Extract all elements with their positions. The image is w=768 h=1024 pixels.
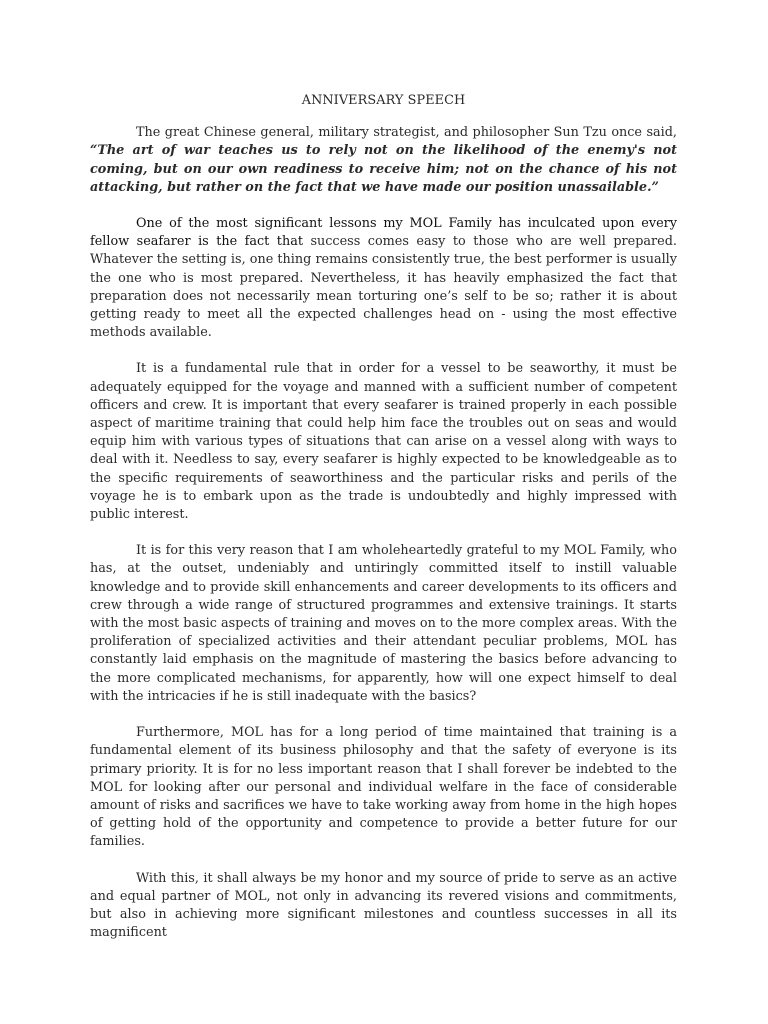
document-title: ANNIVERSARY SPEECH bbox=[301, 93, 466, 108]
paragraph-1 bbox=[90, 124, 677, 197]
document-body bbox=[90, 92, 677, 960]
paragraph-2 bbox=[90, 215, 677, 342]
paragraph-4: It is for this very reason that I am wholeheartedly grateful to my MOL Family, who has, at the outset, undeniably and untiringly committed itself to instill valuable knowledge and to provide skill enhancements and career developments to its officers and crew through a wide range of structured programmes and extensive trainings. It starts with the most basic aspects of training and moves on to the more complex areas. With the proliferation of specialized activities and their attendant peculiar problems, MOL has constantly laid emphasis on the magnitude of mastering the basics before advancing to the more complicated mechanisms, for apparently, how will one expect himself to deal with the intricacies if he is still inadequate with the basics? bbox=[90, 543, 677, 704]
paragraph-6: With this, it shall always be my honor and my source of pride to serve as an active and equal partner of MOL, not only in advancing its revered visions and commitments, but also in achieving more significant milestones and countless successes in all its magnificent bbox=[90, 870, 677, 941]
sun-tzu-quote: “The art of war teaches us to rely not on the likelihood of the enemy's not coming, but on our own readiness to receive him; not on the chance of his not attacking, but rather on the fact that we have made our position unassailable.” bbox=[90, 143, 677, 195]
paragraph-3: It is a fundamental rule that in order for a vessel to be seaworthy, it must be adequately equipped for the voyage and manned with a sufficient number of competent officers and crew. It is important that every seafarer is trained properly in each possible aspect of maritime training that could help him face the troubles out on seas and would equip him with various types of situations that can arise on a vessel along with ways to deal with it. Needless to say, every seafarer is highly expected to be knowledgeable as to the specific requirements of seaworthiness and the particular risks and perils of the voyage he is to embark upon as the trade is undoubtedly and highly impressed with public interest. bbox=[90, 361, 677, 523]
paragraph-5: Furthermore, MOL has for a long period of time maintained that training is a fundamental element of its business philosophy and that the safety of everyone is its primary priority. It is for no less important reason that I shall forever be indebted to the MOL for looking after our personal and individual welfare in the face of considerable amount of risks and sacrifices we have to take working away from home in the high hopes of getting hold of the opportunity and competence to provide a better future for our families. bbox=[90, 725, 677, 850]
paragraph-2-lead: One of the most significant lessons my MOL Family has inculcated upon every fellow seafarer is the fact that bbox=[90, 216, 677, 250]
paragraph-1-intro: The great Chinese general, military strategist, and philosopher Sun Tzu once said, bbox=[136, 125, 677, 141]
paragraph-2-rest: success comes easy to those who are well prepared. Whatever the setting is, one thing remains consistently true, the best performer is usually the one who is most prepared. Nevertheless, it has heavily emphasized the fact that preparation does not necessarily mean torturing one’s self to be so; rather it is about getting ready to meet all the expected challenges head on - using the most effective methods available. bbox=[90, 234, 677, 341]
